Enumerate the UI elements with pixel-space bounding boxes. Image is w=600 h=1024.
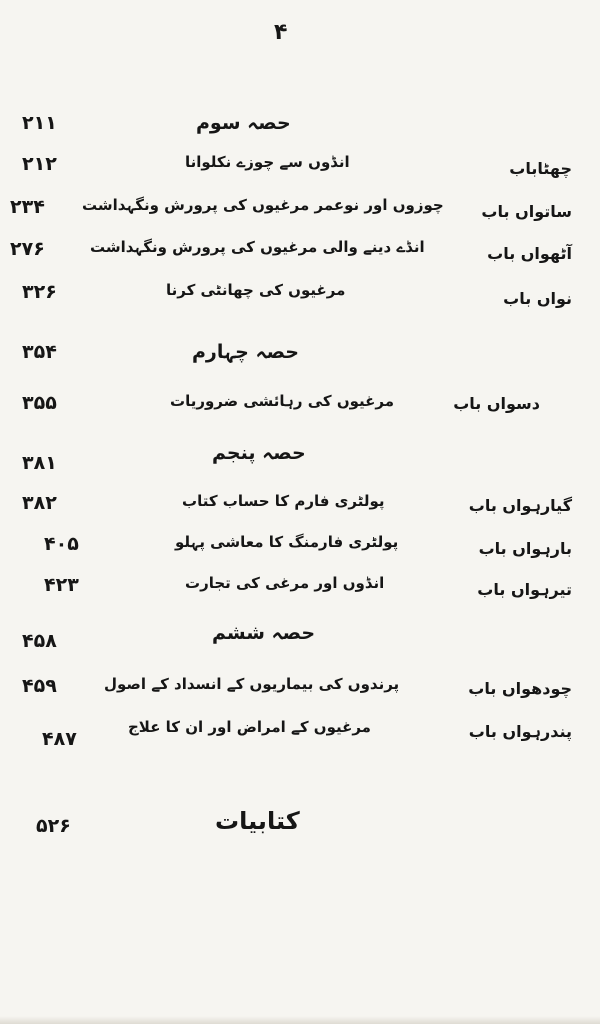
chapter-label: تیرہواں باب xyxy=(477,580,572,599)
chapter-title: پولٹری فارم کا حساب کتاب xyxy=(182,492,385,510)
toc-entry xyxy=(0,574,600,608)
section-heading-row xyxy=(0,442,600,476)
section-page-number: ۳۵۴ xyxy=(22,341,57,363)
entry-page-number: ۳۵۵ xyxy=(22,392,57,414)
section-page-number: ۲۱۱ xyxy=(22,112,57,134)
toc-entry xyxy=(0,392,600,426)
entry-page-number: ۳۲۶ xyxy=(22,281,57,303)
bibliography-page-number: ۵۲۶ xyxy=(36,815,71,837)
chapter-title: انڈوں اور مرغی کی تجارت xyxy=(185,574,385,592)
entry-page-number: ۲۳۴ xyxy=(10,196,45,218)
chapter-title: پرندوں کی بیماریوں کے انسداد کے اصول xyxy=(104,675,400,693)
toc-entry xyxy=(0,153,600,187)
section-heading: حصہ چہارم xyxy=(192,341,299,363)
section-heading-row xyxy=(0,112,600,146)
toc-entry xyxy=(0,533,600,567)
section-heading-row xyxy=(0,341,600,375)
chapter-title: پولٹری فارمنگ کا معاشی پہلو xyxy=(175,533,399,551)
section-heading: حصہ سوم xyxy=(196,112,291,134)
section-heading-row xyxy=(0,622,600,656)
chapter-title: انڈے دینے والی مرغیوں کی پرورش ونگہداشت xyxy=(90,238,425,256)
chapter-title: مرغیوں کی چھانٹی کرنا xyxy=(166,281,346,299)
page-number: ۴ xyxy=(274,20,288,45)
bibliography-heading: کتابیات xyxy=(215,807,300,835)
chapter-label: چودھواں باب xyxy=(468,679,572,698)
chapter-label: گیارہواں باب xyxy=(468,496,572,515)
chapter-title: چوزوں اور نوعمر مرغیوں کی پرورش ونگہداشت xyxy=(82,196,444,214)
toc-entry xyxy=(0,238,600,272)
entry-page-number: ۲۱۲ xyxy=(22,153,57,175)
section-heading: حصہ پنجم xyxy=(212,442,306,464)
entry-page-number: ۴۸۷ xyxy=(42,728,77,750)
entry-page-number: ۳۸۲ xyxy=(22,492,57,514)
entry-page-number: ۴۲۳ xyxy=(44,574,79,596)
chapter-label: دسواں باب xyxy=(453,394,540,413)
chapter-label: ساتواں باب xyxy=(481,202,572,221)
toc-entry xyxy=(0,718,600,752)
chapter-label: بارہواں باب xyxy=(478,539,572,558)
toc-entry xyxy=(0,196,600,230)
chapter-label: پندرہواں باب xyxy=(468,722,572,741)
chapter-title: انڈوں سے چوزے نکلوانا xyxy=(185,153,350,171)
chapter-title: مرغیوں کی رہائشی ضروریات xyxy=(170,392,395,410)
entry-page-number: ۲۷۶ xyxy=(10,238,45,260)
toc-entry xyxy=(0,281,600,315)
chapter-label: آٹھواں باب xyxy=(487,244,572,263)
chapter-label: چھٹاباب xyxy=(509,159,572,178)
section-page-number: ۳۸۱ xyxy=(22,452,57,474)
entry-page-number: ۴۰۵ xyxy=(44,533,79,555)
chapter-label: نواں باب xyxy=(503,289,572,308)
entry-page-number: ۴۵۹ xyxy=(22,675,57,697)
section-page-number: ۴۵۸ xyxy=(22,630,57,652)
toc-entry xyxy=(0,675,600,709)
toc-entry xyxy=(0,492,600,526)
chapter-title: مرغیوں کے امراض اور ان کا علاج xyxy=(128,718,371,736)
section-heading: حصہ ششم xyxy=(212,622,316,644)
page-edge-shadow xyxy=(0,1016,600,1024)
